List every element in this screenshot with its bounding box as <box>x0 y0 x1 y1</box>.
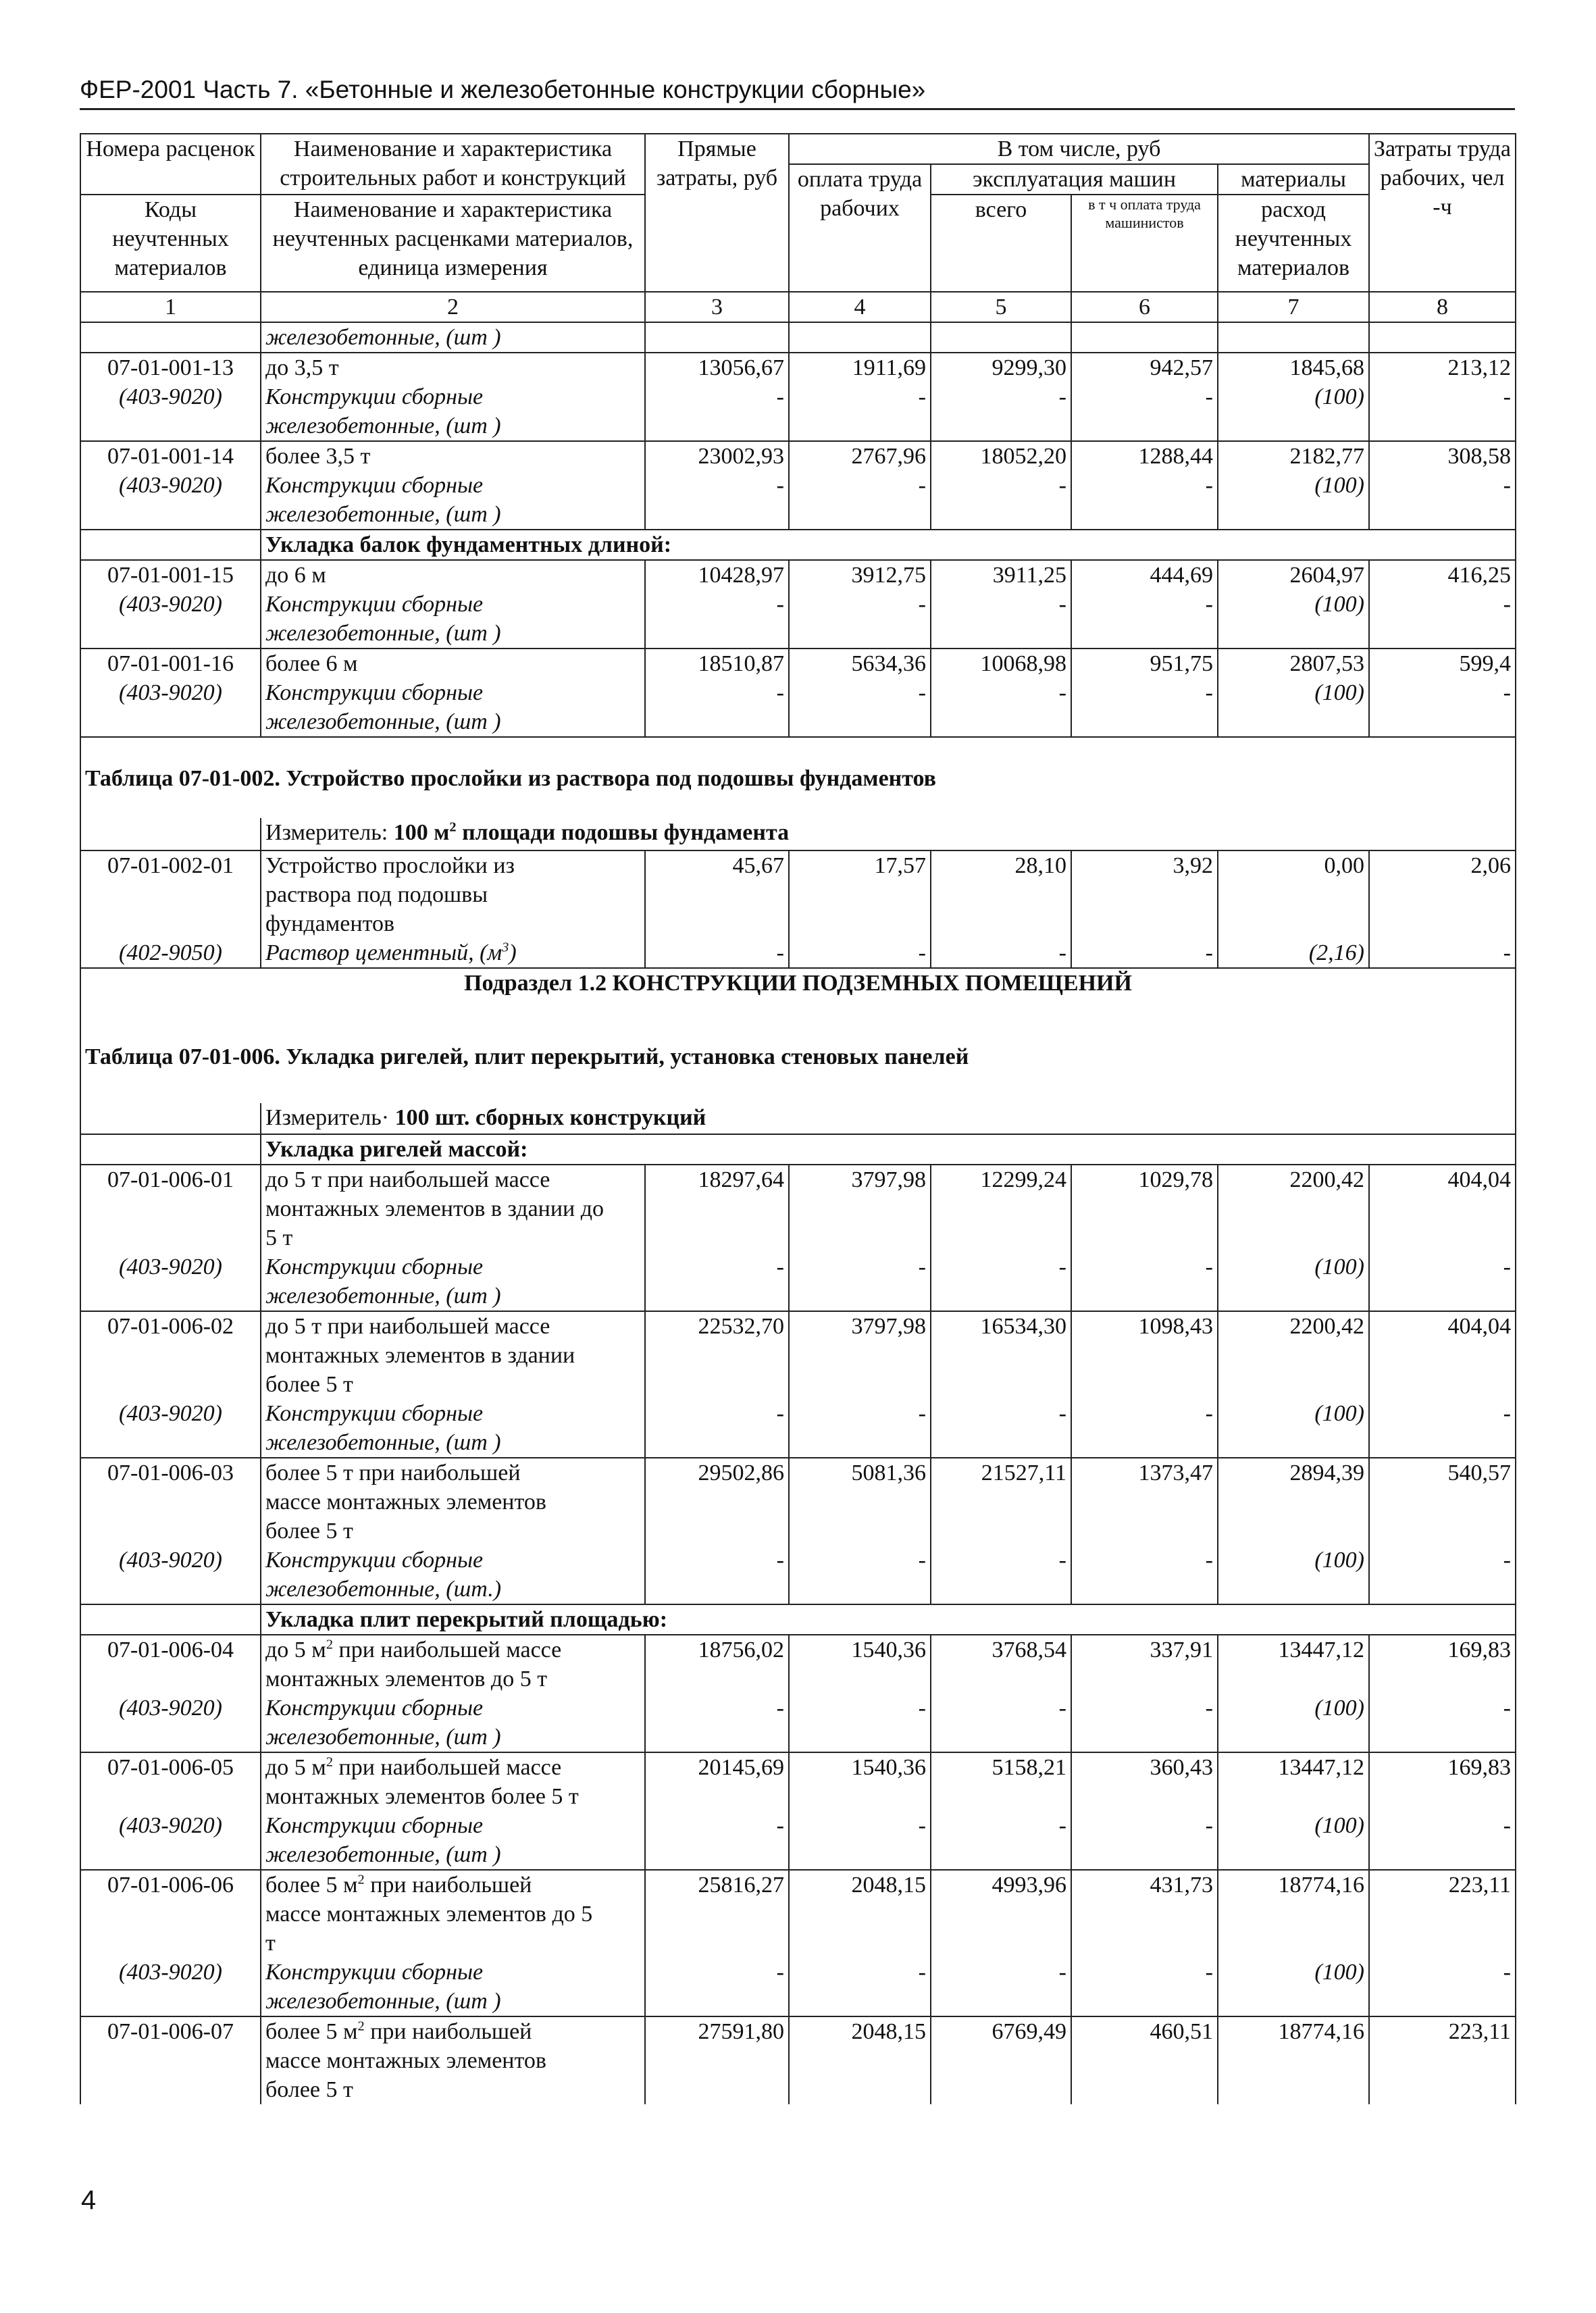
col-header-direct: Прямые затраты, руб <box>645 134 789 292</box>
resource-code: (403-9020) <box>80 382 261 411</box>
value-machinists: 360,43 <box>1071 1752 1218 1811</box>
text-line: до 5 м <box>265 1755 326 1780</box>
value-labor: 223,11 <box>1369 2016 1516 2104</box>
value-labor: 404,04 <box>1369 1165 1516 1252</box>
value-labor: 169,83 <box>1369 1635 1516 1694</box>
work-name <box>261 560 645 590</box>
value-labor: 308,58 <box>1369 441 1516 471</box>
resource-name-cont: железобетонные, (шт ) <box>261 1723 645 1752</box>
resource-name: Конструкции сборные <box>261 382 645 411</box>
group-heading-beams: Укладка балок фундаментных длиной: <box>261 530 1516 560</box>
rate-code: 07-01-002-01 <box>80 850 261 938</box>
resource-code: (403-9020) <box>80 1252 261 1281</box>
table-row <box>80 560 1516 590</box>
value-pay: 5634,36 <box>789 649 931 678</box>
dash-cell: - <box>789 590 931 619</box>
dash-cell: - <box>789 1694 931 1723</box>
dash-cell: - <box>1369 1694 1516 1723</box>
dash-cell: - <box>789 938 931 968</box>
value-pay: 17,57 <box>789 850 931 938</box>
rate-code: 07-01-006-07 <box>80 2016 261 2104</box>
value-direct: 18297,64 <box>645 1165 789 1252</box>
text-line: при наибольшей <box>364 1873 532 1898</box>
dash-cell: - <box>931 1399 1071 1428</box>
resource-name: Конструкции сборные <box>261 1694 645 1723</box>
dash-cell: - <box>645 1694 789 1723</box>
value-labor: 540,57 <box>1369 1458 1516 1546</box>
col-header-res-codes: Коды неучтенных материалов <box>80 195 261 292</box>
text-line: более 5 т <box>265 1519 353 1544</box>
work-name <box>261 441 645 471</box>
rate-code: 07-01-006-04 <box>80 1635 261 1694</box>
resource-name: Конструкции сборные <box>261 1252 645 1281</box>
rate-code: 07-01-006-03 <box>80 1458 261 1546</box>
dash-cell: - <box>645 678 789 707</box>
work-name-text: более 6 м <box>265 651 358 676</box>
table-title: Таблица 07-01-006. Укладка ригелей, плит перекрытий, установка стеновых панелей <box>80 1042 1516 1103</box>
work-name <box>261 1752 645 1811</box>
superscript: 2 <box>326 1637 334 1652</box>
text-line: раствора под подошвы <box>265 882 488 907</box>
value-mach: 3768,54 <box>931 1635 1071 1694</box>
dash-cell: - <box>1071 1811 1218 1840</box>
res-pct: (100) <box>1218 471 1369 500</box>
resource-code: (403-9020) <box>80 590 261 619</box>
dash-cell: - <box>1369 471 1516 500</box>
dash-cell: - <box>789 471 931 500</box>
dash-cell: - <box>931 678 1071 707</box>
work-name <box>261 1870 645 1958</box>
dash-cell: - <box>645 382 789 411</box>
res-pct: (100) <box>1218 382 1369 411</box>
value-pay: 3797,98 <box>789 1311 931 1399</box>
col-header-labor-pay: оплата труда рабочих <box>789 164 931 292</box>
value-direct: 18756,02 <box>645 1635 789 1694</box>
work-name <box>261 1311 645 1399</box>
dash-cell: - <box>1369 1252 1516 1281</box>
col-number: 2 <box>261 292 645 322</box>
group-heading-slabs: Укладка плит перекрытий площадью: <box>261 1604 1516 1635</box>
col-header-machines: эксплуатация машин <box>931 164 1218 195</box>
text-line: Измеритель: <box>265 820 388 845</box>
text-line: монтажных элементов в здании <box>265 1343 575 1368</box>
resource-name-cont: железобетонные, (шт ) <box>261 1428 645 1458</box>
dash-cell: - <box>789 1546 931 1575</box>
subsection-title: Подраздел 1.2 КОНСТРУКЦИИ ПОДЗЕМНЫХ ПОМЕЩЕНИЙ <box>80 968 1516 1042</box>
resource-name-cont: железобетонные, (шт ) <box>261 619 645 649</box>
text-line: массе монтажных элементов <box>265 2048 546 2073</box>
col-header-name: Наименование и характеристика строительных работ и конструкций <box>261 134 645 195</box>
res-pct: (2,16) <box>1218 938 1369 968</box>
value-materials: 0,00 <box>1218 850 1369 938</box>
value-pay: 3912,75 <box>789 560 931 590</box>
text-line: массе монтажных элементов <box>265 1490 546 1515</box>
rate-code: 07-01-001-16 <box>80 649 261 678</box>
value-materials: 18774,16 <box>1218 2016 1369 2104</box>
rate-code: 07-01-001-14 <box>80 441 261 471</box>
text-line: ) <box>509 940 517 965</box>
value-pay: 3797,98 <box>789 1165 931 1252</box>
value-labor: 416,25 <box>1369 560 1516 590</box>
text-line: при наибольшей массе <box>333 1637 562 1662</box>
table-title: Таблица 07-01-002. Устройство прослойки из раствора под подошвы фундаментов <box>80 764 1516 818</box>
resource-name-cont: железобетонные, (шт ) <box>261 707 645 737</box>
dash-cell: - <box>645 1252 789 1281</box>
value-mach: 16534,30 <box>931 1311 1071 1399</box>
dash-cell: - <box>931 382 1071 411</box>
text-line: т <box>265 1931 276 1956</box>
res-pct: (100) <box>1218 678 1369 707</box>
text-line: при наибольшей массе <box>333 1755 562 1780</box>
text-line: более 5 т <box>265 2077 353 2102</box>
dash-cell: - <box>931 590 1071 619</box>
superscript: 2 <box>449 819 457 835</box>
resource-name: Конструкции сборные <box>261 1958 645 1987</box>
resource-name-cont: железобетонные, (шт ) <box>261 1987 645 2016</box>
text-line: 5 т <box>265 1225 293 1250</box>
page-header: ФЕР-2001 Часть 7. «Бетонные и железобетонные конструкции сборные» <box>80 73 1515 110</box>
measure-unit <box>261 818 1516 850</box>
value-machinists: 3,92 <box>1071 850 1218 938</box>
value-materials: 2807,53 <box>1218 649 1369 678</box>
work-name <box>261 649 645 678</box>
page-number: 4 <box>81 2185 97 2215</box>
value-machinists: 431,73 <box>1071 1870 1218 1958</box>
text-line: площади подошвы фундамента <box>462 820 790 845</box>
dash-cell: - <box>1369 1546 1516 1575</box>
value-pay: 1540,36 <box>789 1635 931 1694</box>
col-header-materials: материалы <box>1218 164 1369 195</box>
text-line: массе монтажных элементов до 5 <box>265 1902 593 1927</box>
col-header-res-name: Наименование и характеристика неучтенных расценками материалов, единица измерения <box>261 195 645 292</box>
value-machinists: 337,91 <box>1071 1635 1218 1694</box>
col-header-codes: Номера расценок <box>80 134 261 195</box>
text-line: более 5 м <box>265 2019 358 2044</box>
table-row <box>80 1311 1516 1399</box>
value-pay: 2048,15 <box>789 2016 931 2104</box>
resource-code: (403-9020) <box>80 471 261 500</box>
dash-cell: - <box>645 938 789 968</box>
dash-cell: - <box>789 678 931 707</box>
value-pay: 2767,96 <box>789 441 931 471</box>
value-labor: 223,11 <box>1369 1870 1516 1958</box>
value-machinists: 1029,78 <box>1071 1165 1218 1252</box>
value-materials: 13447,12 <box>1218 1752 1369 1811</box>
dash-cell: - <box>931 1694 1071 1723</box>
value-materials: 1845,68 <box>1218 353 1369 382</box>
col-number: 1 <box>80 292 261 322</box>
work-name <box>261 353 645 382</box>
dash-cell: - <box>1071 678 1218 707</box>
work-name-text: до 3,5 т <box>265 355 339 380</box>
value-machinists: 1373,47 <box>1071 1458 1218 1546</box>
work-name-text: более 3,5 т <box>265 444 371 469</box>
value-mach: 4993,96 <box>931 1870 1071 1958</box>
rate-code: 07-01-001-13 <box>80 353 261 382</box>
dash-cell: - <box>1369 938 1516 968</box>
value-materials: 18774,16 <box>1218 1870 1369 1958</box>
value-materials: 2182,77 <box>1218 441 1369 471</box>
work-name <box>261 2016 645 2104</box>
rate-code: 07-01-006-02 <box>80 1311 261 1399</box>
dash-cell: - <box>931 471 1071 500</box>
superscript: 2 <box>357 2018 365 2034</box>
table-row <box>80 1165 1516 1252</box>
resource-name-cont: железобетонные, (шт ) <box>261 411 645 441</box>
value-machinists: 942,57 <box>1071 353 1218 382</box>
dash-cell: - <box>789 1252 931 1281</box>
value-pay: 1911,69 <box>789 353 931 382</box>
work-name <box>261 1635 645 1694</box>
resource-name <box>261 938 645 968</box>
res-pct: (100) <box>1218 1958 1369 1987</box>
superscript: 3 <box>502 940 509 955</box>
value-mach: 10068,98 <box>931 649 1071 678</box>
table-row <box>80 353 1516 382</box>
value-direct: 10428,97 <box>645 560 789 590</box>
resource-code: (403-9020) <box>80 1694 261 1723</box>
value-machinists: 1098,43 <box>1071 1311 1218 1399</box>
table-row <box>80 441 1516 471</box>
value-direct: 29502,86 <box>645 1458 789 1546</box>
dash-cell: - <box>931 1252 1071 1281</box>
text-line: до 5 т при наибольшей массе <box>265 1167 550 1192</box>
resource-name: Конструкции сборные <box>261 1546 645 1575</box>
value-direct: 45,67 <box>645 850 789 938</box>
resource-name-cont: железобетонные, (шт ) <box>261 1281 645 1311</box>
value-mach: 21527,11 <box>931 1458 1071 1546</box>
dash-cell: - <box>1071 1694 1218 1723</box>
dash-cell: - <box>645 1399 789 1428</box>
res-pct: (100) <box>1218 1694 1369 1723</box>
col-number: 7 <box>1218 292 1369 322</box>
work-name <box>261 1165 645 1252</box>
col-number: 3 <box>645 292 789 322</box>
text-line: Раствор цементный, (м <box>265 940 503 965</box>
dash-cell: - <box>645 1811 789 1840</box>
col-number: 5 <box>931 292 1071 322</box>
rate-code: 07-01-001-15 <box>80 560 261 590</box>
text-line: до 5 т при наибольшей массе <box>265 1314 550 1339</box>
dash-cell: - <box>1071 1958 1218 1987</box>
dash-cell: - <box>931 1811 1071 1840</box>
value-direct: 20145,69 <box>645 1752 789 1811</box>
col-number: 4 <box>789 292 931 322</box>
text-line: Устройство прослойки из <box>265 853 515 878</box>
dash-cell: - <box>1369 678 1516 707</box>
group-heading-girders: Укладка ригелей массой: <box>261 1134 1516 1165</box>
table-row <box>80 850 1516 938</box>
col-header-materials-use: расход неучтенных материалов <box>1218 195 1369 292</box>
table-row <box>80 2016 1516 2104</box>
resource-name: Конструкции сборные <box>261 1811 645 1840</box>
resource-code: (403-9020) <box>80 1811 261 1840</box>
price-table <box>80 133 1516 2104</box>
value-mach: 18052,20 <box>931 441 1071 471</box>
dash-cell: - <box>789 382 931 411</box>
col-number: 8 <box>1369 292 1516 322</box>
text-line: монтажных элементов в здании до <box>265 1196 604 1221</box>
res-pct: (100) <box>1218 590 1369 619</box>
superscript: 2 <box>326 1754 334 1770</box>
value-mach: 9299,30 <box>931 353 1071 382</box>
col-header-machines-total: всего <box>931 195 1071 292</box>
dash-cell: - <box>645 1958 789 1987</box>
value-mach: 28,10 <box>931 850 1071 938</box>
table-row <box>80 649 1516 678</box>
col-number: 6 <box>1071 292 1218 322</box>
dash-cell: - <box>1071 471 1218 500</box>
value-pay: 1540,36 <box>789 1752 931 1811</box>
value-labor: 599,4 <box>1369 649 1516 678</box>
resource-code: (402-9050) <box>80 938 261 968</box>
value-pay: 5081,36 <box>789 1458 931 1546</box>
value-machinists: 460,51 <box>1071 2016 1218 2104</box>
col-header-incl: В том числе, руб <box>789 134 1369 164</box>
resource-name-cont: железобетонные, (шт.) <box>261 1575 645 1604</box>
value-labor: 169,83 <box>1369 1752 1516 1811</box>
value-machinists: 1288,44 <box>1071 441 1218 471</box>
value-materials: 2200,42 <box>1218 1165 1369 1252</box>
dash-cell: - <box>931 1958 1071 1987</box>
value-machinists: 444,69 <box>1071 560 1218 590</box>
text-line: более 5 т при наибольшей <box>265 1460 521 1485</box>
value-materials: 13447,12 <box>1218 1635 1369 1694</box>
resource-name-cont: железобетонные, (шт ) <box>261 500 645 530</box>
value-direct: 22532,70 <box>645 1311 789 1399</box>
dash-cell: - <box>931 938 1071 968</box>
work-name <box>261 850 645 938</box>
text-line: монтажных элементов более 5 т <box>265 1784 579 1809</box>
resource-code: (403-9020) <box>80 1399 261 1428</box>
value-labor: 2,06 <box>1369 850 1516 938</box>
value-direct: 23002,93 <box>645 441 789 471</box>
resource-name: Конструкции сборные <box>261 471 645 500</box>
resource-code: (403-9020) <box>80 1958 261 1987</box>
table-row <box>80 1870 1516 1958</box>
value-machinists: 951,75 <box>1071 649 1218 678</box>
work-name <box>261 1458 645 1546</box>
work-name-text: до 6 м <box>265 563 326 588</box>
col-header-labor: Затраты труда рабочих, чел -ч <box>1369 134 1516 292</box>
res-pct: (100) <box>1218 1811 1369 1840</box>
col-header-machinists: в т ч оплата труда машинистов <box>1071 195 1218 292</box>
resource-name: Конструкции сборные <box>261 1399 645 1428</box>
continuation-text: железобетонные, (шт ) <box>261 322 645 353</box>
table-row <box>80 1635 1516 1694</box>
dash-cell: - <box>1071 1546 1218 1575</box>
res-pct: (100) <box>1218 1546 1369 1575</box>
dash-cell: - <box>1071 938 1218 968</box>
text-line: фундаментов <box>265 911 395 936</box>
text-line: до 5 м <box>265 1637 326 1662</box>
dash-cell: - <box>789 1958 931 1987</box>
dash-cell: - <box>1369 1399 1516 1428</box>
value-mach: 3911,25 <box>931 560 1071 590</box>
dash-cell: - <box>645 590 789 619</box>
text-line: Измеритель· <box>265 1105 390 1130</box>
dash-cell: - <box>1369 1958 1516 1987</box>
value-direct: 25816,27 <box>645 1870 789 1958</box>
table-row <box>80 1752 1516 1811</box>
value-direct: 13056,67 <box>645 353 789 382</box>
dash-cell: - <box>1071 1252 1218 1281</box>
resource-code: (403-9020) <box>80 1546 261 1575</box>
rate-code: 07-01-006-01 <box>80 1165 261 1252</box>
dash-cell: - <box>1071 590 1218 619</box>
value-labor: 213,12 <box>1369 353 1516 382</box>
value-mach: 5158,21 <box>931 1752 1071 1811</box>
text-line: 100 м <box>393 820 450 845</box>
resource-name-cont: железобетонные, (шт ) <box>261 1840 645 1870</box>
value-mach: 12299,24 <box>931 1165 1071 1252</box>
resource-name: Конструкции сборные <box>261 590 645 619</box>
superscript: 2 <box>357 1872 365 1887</box>
dash-cell: - <box>645 1546 789 1575</box>
dash-cell: - <box>1071 1399 1218 1428</box>
dash-cell: - <box>789 1811 931 1840</box>
text-line: при наибольшей <box>364 2019 532 2044</box>
value-pay: 2048,15 <box>789 1870 931 1958</box>
value-materials: 2604,97 <box>1218 560 1369 590</box>
measure-unit <box>261 1103 1516 1134</box>
dash-cell: - <box>1369 382 1516 411</box>
table-row <box>80 1458 1516 1546</box>
resource-code: (403-9020) <box>80 678 261 707</box>
text-line: монтажных элементов до 5 т <box>265 1667 548 1692</box>
dash-cell: - <box>1071 382 1218 411</box>
value-materials: 2894,39 <box>1218 1458 1369 1546</box>
rate-code: 07-01-006-05 <box>80 1752 261 1811</box>
dash-cell: - <box>1369 590 1516 619</box>
rate-code: 07-01-006-06 <box>80 1870 261 1958</box>
value-mach: 6769,49 <box>931 2016 1071 2104</box>
dash-cell: - <box>1369 1811 1516 1840</box>
value-direct: 27591,80 <box>645 2016 789 2104</box>
resource-name: Конструкции сборные <box>261 678 645 707</box>
dash-cell: - <box>645 471 789 500</box>
text-line: 100 шт. сборных конструкций <box>394 1105 706 1130</box>
res-pct: (100) <box>1218 1252 1369 1281</box>
res-pct: (100) <box>1218 1399 1369 1428</box>
text-line: более 5 м <box>265 1873 358 1898</box>
value-materials: 2200,42 <box>1218 1311 1369 1399</box>
value-direct: 18510,87 <box>645 649 789 678</box>
text-line: более 5 т <box>265 1372 353 1397</box>
value-labor: 404,04 <box>1369 1311 1516 1399</box>
dash-cell: - <box>789 1399 931 1428</box>
dash-cell: - <box>931 1546 1071 1575</box>
